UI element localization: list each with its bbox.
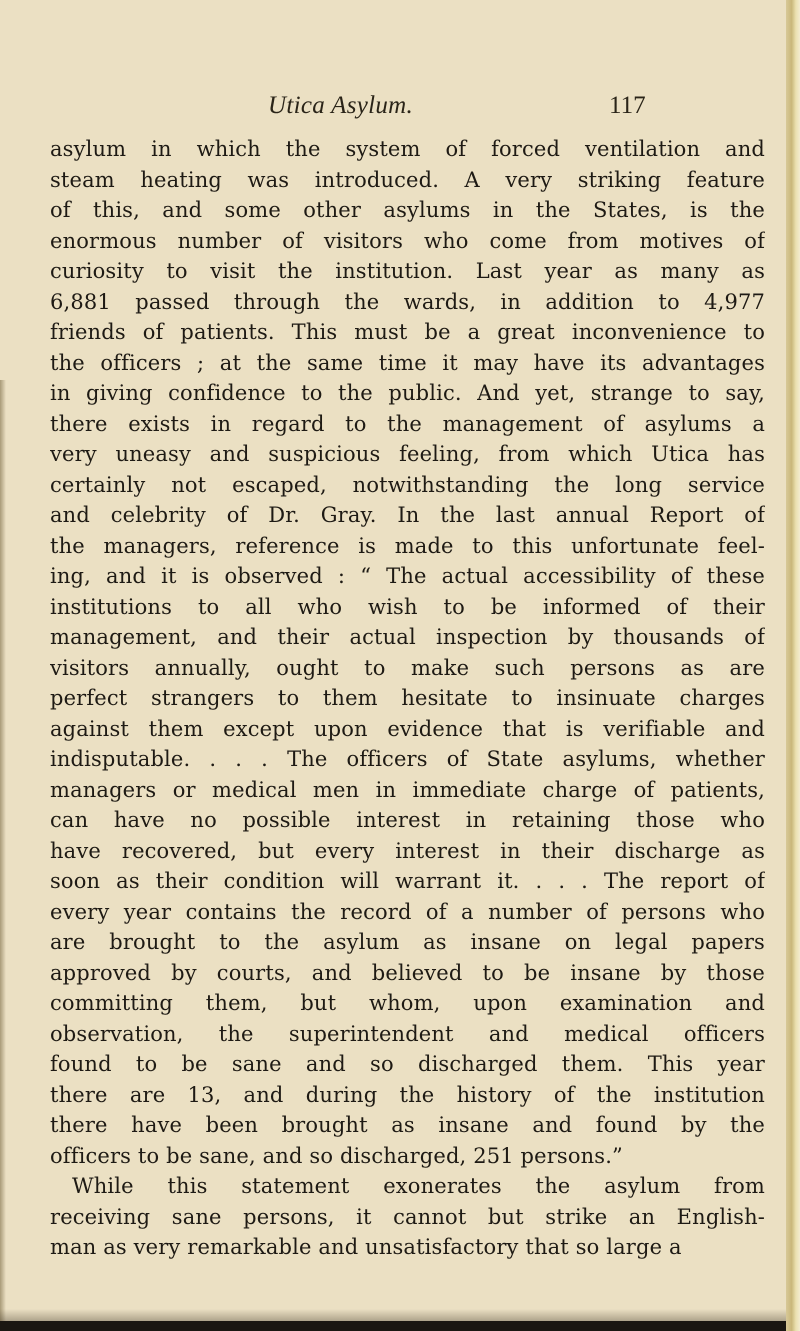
text-line: soon as their condition will warrant it. . . . The report of <box>50 869 765 893</box>
text-line: have recovered, but every interest in their discharge as <box>50 838 765 863</box>
text-line: are brought to the asylum as insane on legal papers <box>50 930 765 954</box>
text-line: there have been brought as insane and found by the <box>50 1113 765 1137</box>
text-line: can have no possible interest in retaining those who <box>50 808 765 832</box>
text-line: committing them, but whom, upon examination and <box>50 991 765 1015</box>
text-line: found to be sane and so discharged them. This year <box>50 1052 765 1076</box>
text-line: perfect strangers to them hesitate to insinuate charges <box>50 686 765 710</box>
text-line: certainly not escaped, notwithstanding the long service <box>50 472 765 497</box>
text-line: against them except upon evidence that is verifiable and <box>50 716 765 741</box>
text-line: managers or medical men in immediate charge of patients, <box>50 777 765 802</box>
text-line: of this, and some other asylums in the States, is the <box>50 198 765 222</box>
text-line: the managers, reference is made to this unfortunate feel- <box>50 533 765 558</box>
page-edge <box>786 0 800 1331</box>
text-line: observation, the superintendent and medical officers <box>50 1021 765 1046</box>
text-line: visitors annually, ought to make such persons as are <box>50 655 765 680</box>
text-line: curiosity to visit the institution. Last year as many as <box>50 259 765 283</box>
body-text <box>50 134 765 1263</box>
text-line: in giving confidence to the public. And yet, strange to say, <box>50 381 765 405</box>
text-line: management, and their actual inspection by thousands of <box>50 625 765 649</box>
text-line: man as very remarkable and unsatisfactory that so large a <box>50 1235 682 1259</box>
bottom-shadow <box>0 1309 786 1321</box>
text-line: enormous number of visitors who come from motives of <box>50 228 765 253</box>
text-line: friends of patients. This must be a great inconvenience to <box>50 320 765 344</box>
text-line: indisputable. . . . The officers of State asylums, whether <box>50 747 765 771</box>
text-line: 6,881 passed through the wards, in addition to 4,977 <box>50 289 765 314</box>
text-line: there exists in regard to the management of asylums a <box>50 411 765 436</box>
text-line: institutions to all who wish to be informed of their <box>50 594 765 619</box>
text-line: approved by courts, and believed to be insane by those <box>50 960 765 985</box>
running-head: Utica Asylum. <box>268 92 414 119</box>
text-line: asylum in which the system of forced ventilation and <box>50 137 765 161</box>
text-line: officers to be sane, and so discharged, 251 persons.” <box>50 1143 623 1168</box>
page-bottom-edge <box>0 1321 786 1331</box>
text-line: every year contains the record of a number of persons who <box>50 899 765 924</box>
text-line: ing, and it is observed : “ The actual accessibility of these <box>50 564 765 588</box>
text-line: steam heating was introduced. A very striking feature <box>50 167 765 192</box>
text-line: the officers ; at the same time it may have its advantages <box>50 350 765 375</box>
text-line: While this statement exonerates the asylum from <box>72 1174 765 1198</box>
text-line: very uneasy and suspicious feeling, from which Utica has <box>50 442 765 466</box>
text-line: there are 13, and during the history of the institution <box>50 1082 765 1107</box>
text-line: and celebrity of Dr. Gray. In the last annual Report of <box>50 503 765 527</box>
text-line: receiving sane persons, it cannot but strike an English- <box>50 1204 765 1229</box>
page-header <box>0 92 800 132</box>
binding-shadow <box>0 380 6 1331</box>
page-number: 117 <box>609 92 646 119</box>
